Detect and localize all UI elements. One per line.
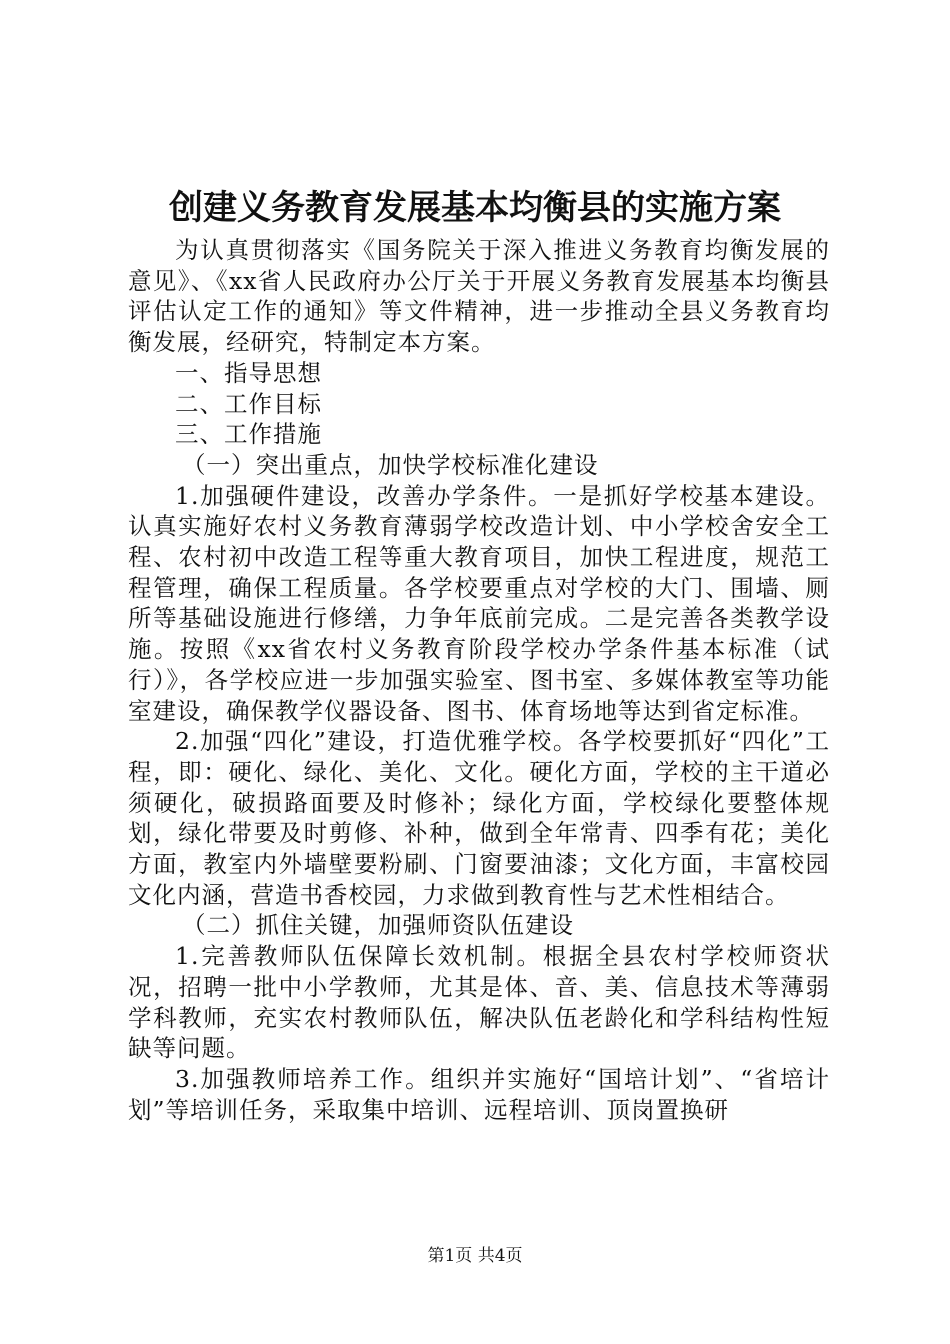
paragraph-four-modernizations: 2.加强“四化”建设，打造优雅学校。各学校要抓好“四化”工程，即：硬化、绿化、美化、文化。硬化方面，学校的主干道必须硬化，破损路面要及时修补；绿化方面，学校绿化要整体规划，绿化带要及时剪修、补种，做到全年常青、四季有花；美化方面，教室内外墙壁要粉刷、门窗要油漆；文化方面，丰富校园文化内涵，营造书香校园，力求做到教育性与艺术性相结合。 (128, 727, 830, 909)
paragraph-hardware: 1.加强硬件建设，改善办学条件。一是抓好学校基本建设。认真实施好农村义务教育薄弱学校改造计划、中小学校舍安全工程、农村初中改造工程等重大教育项目，加快工程进度，规范工程管理，确保工程质量。各学校要重点对学校的大门、围墙、厕所等基础设施进行修缮，力争年底前完成。二是完善各类教学设施。按照《xx省农村义务教育阶段学校办学条件基本标准（试行）》，各学校应进一步加强实验室、图书室、多媒体教室等功能室建设，确保教学仪器设备、图书、体育场地等达到省定标准。 (128, 481, 830, 725)
paragraph-teacher-mechanism: 1.完善教师队伍保障长效机制。根据全县农村学校师资状况，招聘一批中小学教师，尤其是体、音、美、信息技术等薄弱学科教师，充实农村教师队伍，解决队伍老龄化和学科结构性短缺等问题。 (128, 942, 830, 1063)
heading-work-goals: 二、工作目标 (175, 389, 322, 418)
subheading-standardization: （一）突出重点，加快学校标准化建设 (182, 450, 599, 479)
paragraph-teacher-training: 3.加强教师培养工作。组织并实施好“国培计划”、“省培计划”等培训任务，采取集中培训、远程培训、顶岗置换研 (128, 1064, 830, 1124)
document-body (128, 235, 830, 1125)
document-title: 创建义务教育发展基本均衡县的实施方案 (169, 188, 781, 228)
heading-work-measures: 三、工作措施 (175, 420, 322, 449)
paragraph-intro: 为认真贯彻落实《国务院关于深入推进义务教育均衡发展的意见》、《xx省人民政府办公厅关于开展义务教育发展基本均衡县评估认定工作的通知》等文件精神，进一步推动全县义务教育均衡发展，经研究，特制定本方案。 (128, 236, 830, 357)
page-footer: 第1页 共4页 (427, 1246, 523, 1266)
heading-guiding-thought: 一、指导思想 (175, 358, 322, 387)
subheading-teachers: （二）抓住关键，加强师资队伍建设 (182, 911, 575, 940)
